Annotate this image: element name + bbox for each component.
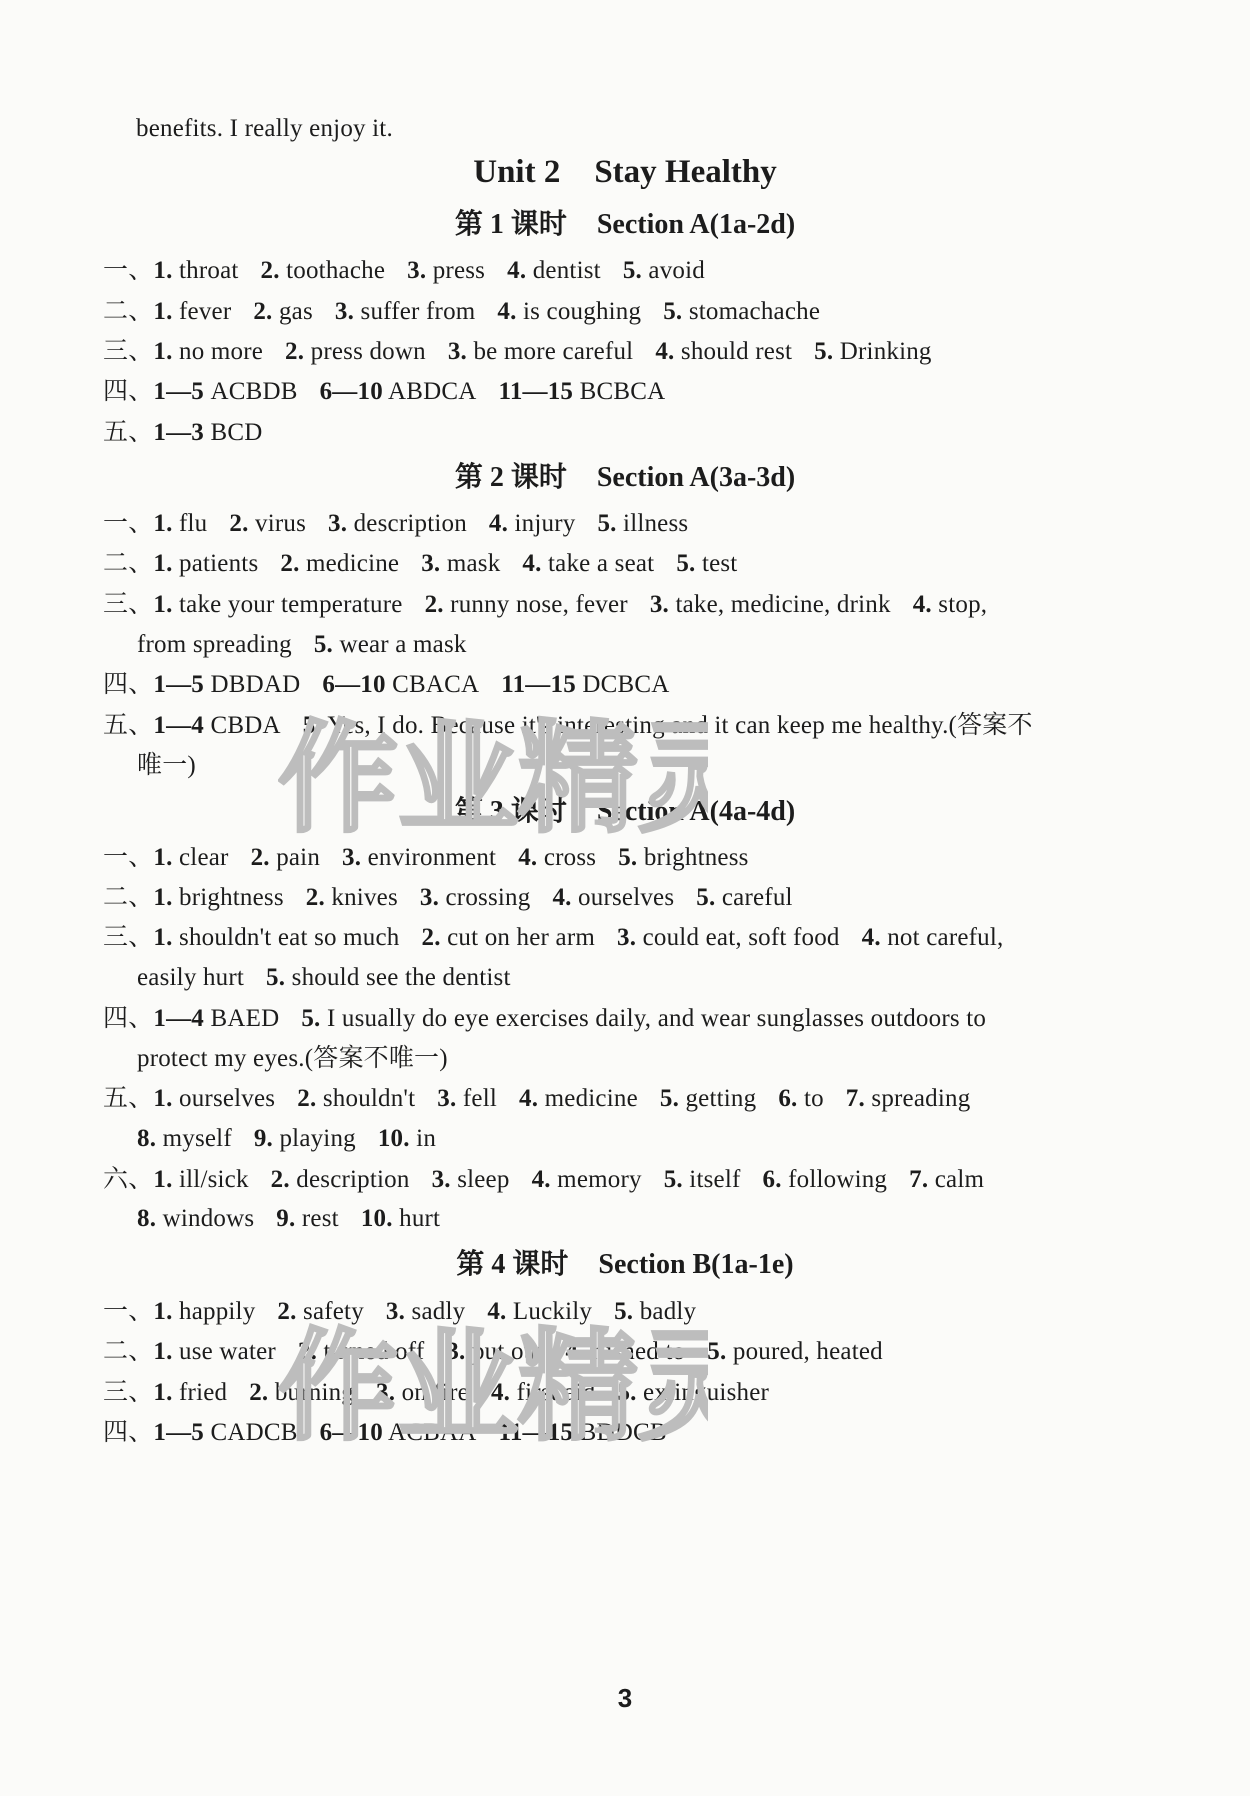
section-name: Section A(1a-2d) — [596, 209, 796, 240]
answer-text: on fire — [401, 1379, 469, 1406]
lesson-label: 第 3 课时 — [454, 796, 567, 827]
answer-text: should rest — [680, 338, 793, 365]
answer-number: 5. — [614, 1298, 634, 1325]
answer-text: easily hurt — [137, 964, 245, 991]
answer-text: crossing — [445, 884, 531, 911]
answer-number: 1. — [153, 338, 173, 365]
answer-text: following — [788, 1166, 888, 1193]
answer-text: BCBCA — [579, 378, 666, 405]
question-group-label: 五、 — [103, 712, 154, 739]
answer-number: 2. — [297, 1085, 317, 1112]
answer-text: CBACA — [392, 671, 480, 698]
answer-number: 3. — [419, 884, 440, 911]
answer-number: 4. — [522, 550, 542, 577]
answer-number: 3. — [328, 510, 348, 537]
answer-number: 1. — [153, 510, 173, 537]
answer-number: 4. — [912, 591, 932, 618]
answer-text: press down — [310, 338, 426, 365]
answer-text: shouldn't eat so much — [179, 924, 400, 951]
answer-number: 4. — [518, 844, 538, 871]
answer-number: 11—15 — [498, 378, 574, 405]
answer-text: BDDCB — [579, 1419, 667, 1446]
answer-number: 1—4 — [153, 712, 205, 739]
answer-text: calm — [934, 1166, 985, 1193]
answer-text: Drinking — [839, 338, 932, 365]
answer-text: DCBCA — [582, 671, 670, 698]
answer-number: 3. — [617, 924, 637, 951]
lesson-label: 第 1 课时 — [454, 209, 567, 240]
question-group-label: 一、 — [103, 257, 154, 284]
answer-text: turned off — [323, 1338, 425, 1365]
watermark-text: 作业精灵 — [278, 710, 708, 849]
answer-text: windows — [162, 1205, 255, 1232]
answer-number: 5. — [266, 964, 286, 991]
answer-text: 唯一) — [137, 752, 196, 779]
answer-text: I usually do eye exercises daily, and wear sunglasses outdoors to — [326, 1005, 987, 1032]
answer-number: 11—15 — [498, 1419, 574, 1446]
answer-line — [103, 843, 749, 873]
answer-text: not careful, — [887, 924, 1004, 951]
section-title — [0, 795, 1250, 829]
answer-text: knives — [331, 884, 398, 911]
answer-number: 10. — [360, 1205, 393, 1232]
answer-number: 4. — [487, 1298, 507, 1325]
section-title — [0, 208, 1250, 242]
answer-line — [103, 1004, 986, 1034]
answer-number: 3. — [376, 1379, 396, 1406]
answer-line — [103, 337, 932, 367]
answer-text: CBDA — [210, 712, 281, 739]
answer-text: badly — [639, 1298, 697, 1325]
question-group-label: 五、 — [103, 419, 154, 446]
answer-number: 6. — [778, 1085, 798, 1112]
answer-line — [103, 883, 793, 913]
answer-number: 4. — [552, 884, 572, 911]
answer-text: runny nose, fever — [450, 591, 628, 618]
answer-number: 6—10 — [322, 671, 386, 698]
answer-line — [103, 670, 670, 700]
answer-number: 2. — [280, 550, 300, 577]
answer-text: is coughing — [523, 298, 642, 325]
answer-text: ill/sick — [179, 1166, 249, 1193]
answer-number: 8. — [137, 1125, 157, 1152]
answer-text: flu — [179, 510, 208, 537]
question-group-label: 一、 — [103, 510, 154, 537]
answer-text: medicine — [305, 550, 400, 577]
answer-number: 5. — [663, 1166, 683, 1193]
answer-text: clear — [179, 844, 229, 871]
answer-text: take a seat — [548, 550, 655, 577]
answer-text: mask — [446, 550, 501, 577]
answer-number: 2. — [297, 1338, 318, 1365]
answer-text: press — [432, 257, 486, 284]
answer-text: Luckily — [512, 1298, 593, 1325]
answer-text: first aid — [516, 1379, 596, 1406]
question-group-label: 一、 — [103, 844, 154, 871]
answer-line — [103, 256, 705, 286]
section-title — [0, 461, 1250, 495]
answer-number: 2. — [285, 338, 305, 365]
answer-text: avoid — [648, 257, 705, 284]
answer-number: 5. — [597, 510, 617, 537]
answer-line — [137, 1124, 436, 1154]
answer-number: 1. — [153, 591, 173, 618]
answer-line — [103, 711, 1033, 741]
answer-text: cut on her arm — [447, 924, 595, 951]
answer-number: 5. — [676, 550, 696, 577]
answer-text: poured, heated — [732, 1338, 883, 1365]
answer-number: 3. — [431, 1166, 451, 1193]
question-group-label: 六、 — [103, 1166, 154, 1193]
answer-text: sleep — [457, 1166, 510, 1193]
unit-name: Stay Healthy — [594, 154, 777, 190]
answer-line — [137, 751, 196, 781]
answer-line — [103, 549, 737, 579]
answer-number: 2. — [305, 884, 325, 911]
answer-text: burning — [274, 1379, 354, 1406]
answer-number: 9. — [253, 1125, 274, 1152]
answer-number: 4. — [519, 1085, 539, 1112]
question-group-label: 三、 — [103, 591, 154, 618]
answer-number: 7. — [909, 1166, 929, 1193]
answer-text: could eat, soft food — [642, 924, 840, 951]
answer-number: 3. — [334, 298, 355, 325]
answer-text: patients — [179, 550, 259, 577]
answer-number: 3. — [447, 338, 467, 365]
question-group-label: 三、 — [103, 1379, 154, 1406]
answer-text: shouldn't — [322, 1085, 416, 1112]
answer-line — [103, 1165, 984, 1195]
section-title — [0, 1248, 1250, 1282]
answer-number: 5. — [302, 712, 322, 739]
answer-number: 4. — [507, 257, 527, 284]
answer-number: 9. — [276, 1205, 296, 1232]
answer-text: in — [416, 1125, 437, 1152]
answer-number: 1. — [153, 1338, 173, 1365]
lesson-label: 第 2 课时 — [454, 462, 567, 493]
answer-number: 5. — [301, 1005, 321, 1032]
question-group-label: 四、 — [103, 671, 154, 698]
answer-text: use water — [179, 1338, 276, 1365]
answer-number: 3. — [407, 257, 427, 284]
answer-number: 1—4 — [153, 1005, 205, 1032]
answer-text: playing — [279, 1125, 356, 1152]
answer-number: 3. — [421, 550, 441, 577]
answer-text: protect my eyes.(答案不唯一) — [137, 1045, 448, 1072]
answer-text: pain — [276, 844, 321, 871]
answer-text: itself — [689, 1166, 741, 1193]
section-name: Section A(4a-4d) — [596, 796, 796, 827]
answer-text: brightness — [643, 844, 749, 871]
answer-line — [103, 297, 820, 327]
answer-text: toothache — [286, 257, 386, 284]
answer-number: 1. — [153, 844, 173, 871]
answer-number: 4. — [497, 298, 517, 325]
watermark-text: 作业精灵 — [278, 1318, 708, 1457]
answer-text: to — [803, 1085, 824, 1112]
answer-text: ourselves — [578, 884, 675, 911]
answer-text: brightness — [179, 884, 284, 911]
answer-text: ACBDB — [210, 378, 298, 405]
answer-text: medicine — [544, 1085, 638, 1112]
question-group-label: 二、 — [103, 884, 154, 911]
unit-number: Unit 2 — [473, 154, 561, 190]
answer-number: 1. — [153, 924, 173, 951]
answer-text: fell — [462, 1085, 498, 1112]
answer-number: 3. — [437, 1085, 457, 1112]
question-group-label: 四、 — [103, 378, 154, 405]
answer-text: should see the dentist — [291, 964, 511, 991]
answer-text: stomachache — [688, 298, 821, 325]
answer-number: 2. — [277, 1298, 297, 1325]
answer-text: safety — [303, 1298, 364, 1325]
answer-text: description — [353, 510, 467, 537]
answer-number: 3. — [649, 591, 669, 618]
answer-number: 3. — [385, 1298, 406, 1325]
answer-text: be more careful — [473, 338, 634, 365]
answer-text: getting — [685, 1085, 757, 1112]
answer-text: Yes, I do. Because it's interesting and it can keep me healthy.(答案不 — [327, 712, 1033, 739]
answer-number: 4. — [861, 924, 881, 951]
answer-text: injury — [514, 510, 576, 537]
answer-number: 6. — [762, 1166, 782, 1193]
answer-text: wear a mask — [339, 631, 467, 658]
answer-text: throat — [179, 257, 239, 284]
answer-number: 11—15 — [501, 671, 576, 698]
answer-line — [137, 963, 511, 993]
answer-text: rest — [301, 1205, 339, 1232]
answer-number: 4. — [531, 1166, 551, 1193]
answer-number: 5. — [313, 631, 333, 658]
answer-text: suffer from — [360, 298, 476, 325]
answer-number: 10. — [377, 1125, 410, 1152]
answer-line — [103, 1418, 667, 1448]
question-group-label: 四、 — [103, 1005, 154, 1032]
answer-number: 5. — [622, 257, 642, 284]
section-name: Section A(3a-3d) — [596, 462, 796, 493]
answer-text: no more — [179, 338, 264, 365]
question-group-label: 三、 — [103, 338, 154, 365]
answer-line — [103, 418, 262, 448]
page-number: 3 — [617, 1683, 633, 1713]
answer-number: 5. — [659, 1085, 680, 1112]
answer-number: 1—5 — [153, 671, 205, 698]
section-name: Section B(1a-1e) — [598, 1249, 794, 1280]
question-group-label: 五、 — [103, 1085, 154, 1112]
answer-text: illness — [623, 510, 689, 537]
answer-number: 2. — [253, 298, 273, 325]
answer-number: 4. — [655, 338, 675, 365]
answer-text: dentist — [532, 257, 601, 284]
answer-number: 2. — [424, 591, 444, 618]
answer-text: fever — [179, 298, 232, 325]
answer-number: 5. — [617, 1379, 637, 1406]
answer-number: 5. — [618, 844, 638, 871]
answer-line — [103, 590, 987, 620]
answer-text: take your temperature — [179, 591, 403, 618]
answer-number: 5. — [663, 298, 683, 325]
answer-number: 5. — [696, 884, 716, 911]
question-group-label: 二、 — [103, 550, 154, 577]
unit-title — [0, 152, 1250, 192]
answer-number: 4. — [490, 1379, 511, 1406]
answer-number: 1—5 — [153, 378, 205, 405]
answer-text: test — [701, 550, 738, 577]
answer-text: take, medicine, drink — [675, 591, 891, 618]
answer-line — [137, 1044, 448, 1074]
answer-number: 2. — [260, 257, 280, 284]
question-group-label: 二、 — [103, 298, 154, 325]
answer-number: 1. — [153, 550, 173, 577]
answer-number: 1. — [153, 298, 173, 325]
answer-text: careful — [721, 884, 793, 911]
answer-text: rushed to — [591, 1338, 686, 1365]
question-group-label: 二、 — [103, 1338, 154, 1365]
answer-text: from spreading — [137, 631, 292, 658]
answer-number: 2. — [421, 924, 441, 951]
answer-text: happily — [179, 1298, 256, 1325]
answer-number: 1. — [153, 1085, 173, 1112]
answer-text: hurt — [399, 1205, 441, 1232]
answer-text: spreading — [871, 1085, 971, 1112]
answer-number: 5. — [707, 1338, 727, 1365]
answer-line — [103, 1378, 769, 1408]
answer-line — [103, 509, 688, 539]
answer-text: BAED — [210, 1005, 280, 1032]
answer-number: 4. — [488, 510, 509, 537]
answer-text: memory — [557, 1166, 642, 1193]
answer-number: 1—3 — [153, 419, 205, 446]
answer-line — [103, 377, 665, 407]
answer-number: 2. — [270, 1166, 290, 1193]
answer-text: DBDAD — [210, 671, 301, 698]
answer-number: 1. — [153, 257, 173, 284]
answer-text: fried — [179, 1379, 228, 1406]
answer-text: cross — [543, 844, 597, 871]
question-group-label: 三、 — [103, 924, 154, 951]
answer-line — [103, 1297, 696, 1327]
answer-text: BCD — [210, 419, 263, 446]
answer-number: 2. — [249, 1379, 269, 1406]
answer-number: 7. — [845, 1085, 865, 1112]
answer-number: 1. — [153, 884, 173, 911]
lesson-label: 第 4 课时 — [456, 1249, 569, 1280]
question-group-label: 四、 — [103, 1419, 154, 1446]
answer-number: 1. — [153, 1166, 173, 1193]
answer-text: ACBAA — [388, 1419, 477, 1446]
answer-text: extinguisher — [643, 1379, 770, 1406]
question-group-label: 一、 — [103, 1298, 154, 1325]
answer-number: 2. — [250, 844, 270, 871]
answer-text: environment — [367, 844, 497, 871]
answer-text: put out — [471, 1338, 544, 1365]
answer-text: gas — [278, 298, 313, 325]
answer-text: myself — [162, 1125, 232, 1152]
answer-line — [103, 923, 1003, 953]
answer-text: description — [296, 1166, 410, 1193]
answer-text: CADCB — [210, 1419, 298, 1446]
answer-line — [137, 1204, 440, 1234]
answer-number: 3. — [446, 1338, 466, 1365]
answer-number: 3. — [342, 844, 362, 871]
answer-number: 6—10 — [319, 1419, 383, 1446]
answer-line — [103, 1084, 970, 1114]
intro-text: benefits. I really enjoy it. — [136, 115, 393, 142]
answer-line — [137, 630, 467, 660]
answer-text: stop, — [938, 591, 988, 618]
answer-number: 5. — [814, 338, 834, 365]
answer-number: 1. — [153, 1298, 173, 1325]
answer-number: 8. — [137, 1205, 157, 1232]
answer-text: ourselves — [179, 1085, 276, 1112]
answer-line — [103, 1337, 883, 1367]
answer-number: 1—5 — [153, 1419, 205, 1446]
answer-number: 2. — [229, 510, 249, 537]
answer-number: 4. — [565, 1338, 585, 1365]
answer-number: 6—10 — [319, 378, 383, 405]
answer-text: sadly — [411, 1298, 466, 1325]
answer-text: virus — [255, 510, 306, 537]
answer-number: 1. — [153, 1379, 173, 1406]
answer-text: ABDCA — [388, 378, 477, 405]
